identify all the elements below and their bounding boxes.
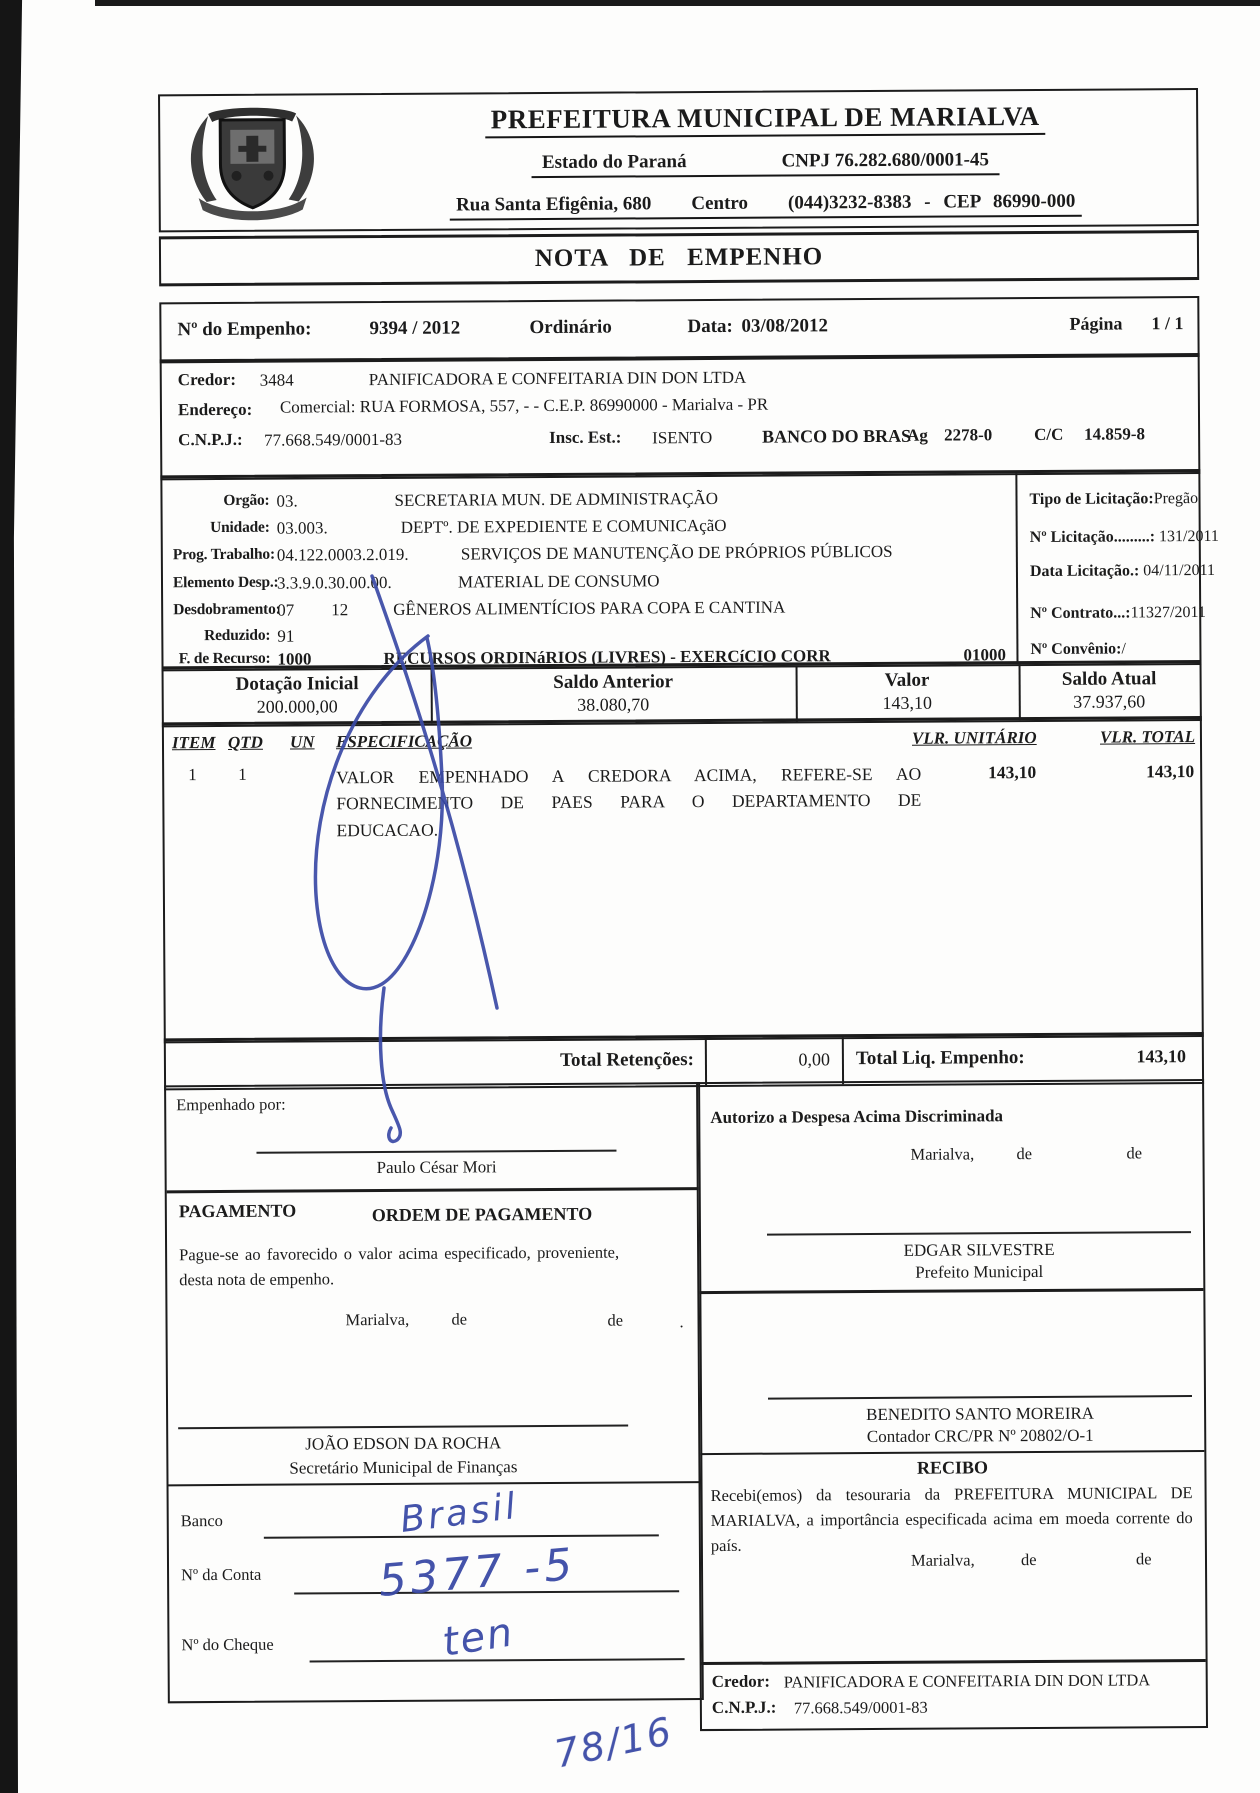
autorizo-city: Marialva, [910, 1144, 975, 1164]
data-licitacao-value: 04/11/2011 [1143, 561, 1216, 580]
especificacao-col-header: ESPECIFICAÇÃO [335, 731, 473, 752]
item-number: 1 [188, 765, 197, 785]
document-title: NOTA DE EMPENHO [534, 243, 824, 273]
empenho-number-label: Nº do Empenho: [177, 318, 312, 341]
desdobramento-desc: GÊNEROS ALIMENTÍCIOS PARA COPA E CANTINA [393, 597, 786, 619]
classification-row-unidade [173, 514, 1013, 543]
pagamento-text: Pague-se ao favorecido o valor acima especificado, proveniente, desta nota de empenho. [179, 1242, 620, 1289]
desdobramento-code2: 12 [331, 600, 349, 620]
item-col-header: ITEM [171, 733, 216, 753]
cheque-label: Nº do Cheque [181, 1634, 274, 1655]
contrato-value: 11327/2011 [1130, 603, 1206, 622]
contrato-line [1030, 604, 1206, 623]
org-title: PREFEITURA MUNICIPAL DE MARIALVA [485, 99, 1046, 138]
credor-cnpj-label: C.N.P.J.: [178, 429, 243, 450]
recibo-de2: de [1135, 1549, 1152, 1569]
org-phone-cep: (044)3232-8383 - CEP 86990-000 [787, 190, 1076, 214]
saldo-anterior-label: Saldo Anterior [553, 671, 674, 693]
recurso-code: 1000 [277, 649, 312, 669]
valor-value: 143,10 [882, 692, 933, 713]
credor-footer-cnpj-value: 77.668.549/0001-83 [793, 1697, 928, 1718]
empenho-date-label: Data: [687, 315, 733, 338]
pagamento-column [164, 1082, 704, 1703]
contrato-label: Nº Contrato...: [1030, 604, 1131, 623]
num-licitacao-line [1030, 528, 1219, 547]
header-text-group [350, 98, 1181, 221]
credor-footer-name: PANIFICADORA E CONFEITARIA DIN DON LTDA [783, 1670, 1151, 1692]
dotacao-inicial-label: Dotação Inicial [235, 673, 359, 695]
saldo-anterior-cell [431, 665, 796, 723]
item-qtd: 1 [238, 764, 247, 784]
reduzido-label: Reduzido: [204, 626, 271, 645]
form-header [158, 88, 1199, 232]
coat-of-arms-logo [172, 101, 333, 222]
endereco-label: Endereço: [177, 399, 253, 420]
data-licitacao-label: Data Licitação.: [1029, 562, 1140, 581]
recibo-text: Recebi(emos) da tesouraria da PREFEITURA MUNICIPAL DE MARIALVA, a importância especificada acima em moeda corrente do país. [710, 1483, 1193, 1555]
total-retencoes-value: 0,00 [798, 1049, 830, 1070]
tipo-licitacao-value: Pregão [1153, 490, 1199, 508]
org-address-line [450, 191, 1081, 221]
orgao-code: 03. [276, 491, 298, 511]
recurso-extra-code: 01000 [963, 645, 1007, 665]
data-licitacao-line [1030, 562, 1215, 581]
pagamento-city: Marialva, [345, 1309, 410, 1330]
reduzido-code: 91 [277, 626, 295, 646]
finannormas-signature-line [178, 1425, 628, 1430]
credor-label: Credor: [177, 369, 237, 390]
elemento-desc: MATERIAL DE CONSUMO [457, 571, 660, 592]
total-liq-label: Total Liq. Empenho: [855, 1047, 1025, 1070]
document-title-bar [159, 230, 1199, 286]
valor-label: Valor [884, 669, 930, 691]
desdobramento-code: 07 [277, 600, 295, 620]
unidade-label: Unidade: [210, 518, 270, 537]
scan-edge-left [0, 0, 24, 1793]
dotacao-inicial-value: 200.000,00 [256, 696, 338, 717]
classification-row-desdobramento [173, 596, 1013, 625]
handwritten-banco: Brasil [398, 1485, 521, 1541]
total-retencoes-label: Total Retenções: [560, 1049, 694, 1071]
handwritten-cheque: ten [439, 1609, 518, 1666]
dotacao-inicial-cell [164, 668, 431, 726]
recibo-divider [700, 1450, 1204, 1455]
contador-signature-line [768, 1395, 1192, 1400]
prog-trabalho-desc: SERVIÇOS DE MANUTENÇÃO DE PRÓPRIOS PÚBLICOS [460, 541, 893, 564]
orgao-label: Orgão: [223, 491, 270, 509]
banco-label: Banco [180, 1510, 223, 1531]
credor-code: 3484 [259, 370, 294, 390]
credor-footer-cnpj-label: C.N.P.J.: [711, 1697, 777, 1717]
recibo-city: Marialva, [910, 1550, 975, 1570]
elemento-code: 3.3.9.0.30.00.00. [276, 572, 392, 593]
convenio-value: / [1121, 640, 1126, 658]
prog-trabalho-label: Prog. Trabalho: [172, 545, 275, 564]
banco-line [264, 1534, 659, 1538]
totals-divider-2 [842, 1037, 844, 1084]
org-subtitle-line [532, 149, 999, 178]
saldo-anterior-value: 38.080,70 [577, 694, 650, 715]
vlr-unitario-col-header: VLR. UNITÁRIO [911, 727, 1037, 748]
item-vlr-total: 143,10 [1145, 761, 1195, 782]
empenhado-signer-name: Paulo César Mori [376, 1157, 497, 1178]
recurso-label: F. de Recurso: [178, 649, 271, 668]
agencia-label: Ag [907, 425, 928, 445]
agencia-value: 2278-0 [944, 425, 993, 445]
pagamento-ponto: . [679, 1312, 684, 1332]
empenhado-signature-line [256, 1150, 616, 1154]
banco-name: BANCO DO BRAS [762, 425, 912, 447]
items-table [162, 716, 1204, 1043]
scan-edge-top [95, 0, 1260, 6]
tipo-licitacao-line [1029, 490, 1198, 509]
recibo-title: RECIBO [916, 1457, 988, 1478]
desdobramento-label: Desdobramento: [173, 600, 281, 619]
prefeito-name: EDGAR SILVESTRE [903, 1239, 1055, 1260]
org-state: Estado do Paraná [541, 151, 687, 174]
item-description: VALOR EMPENHADO A CREDORA ACIMA, REFERE-SE AO FORNECIMENTO DE PAES PARA O DEPARTAMENTO DE EDUCACAO. [336, 763, 922, 840]
autorizo-de2: de [1126, 1143, 1143, 1163]
pagamento-de1: de [451, 1309, 468, 1329]
nota-de-empenho-form [158, 88, 1219, 1736]
credor-footer-divider [702, 1659, 1206, 1665]
convenio-label: Nº Convênio: [1030, 640, 1122, 659]
handwritten-rubrica-data: 78/16 [550, 1708, 677, 1777]
orgao-desc: SECRETARIA MUN. DE ADMINISTRAÇÃO [394, 488, 719, 510]
contador-role: Contador CRC/PR Nº 20802/O-1 [866, 1425, 1094, 1447]
secretario-role: Secretário Municipal de Finanças [289, 1457, 518, 1478]
tipo-licitacao-label: Tipo de Licitação: [1029, 490, 1154, 509]
saldo-atual-value: 37.937,60 [1073, 691, 1146, 712]
conta-corrente-label: C/C [1034, 424, 1064, 445]
secretario-name: JOÃO EDSON DA ROCHA [305, 1433, 502, 1454]
credor-name: PANIFICADORA E CONFEITARIA DIN DON LTDA [368, 367, 747, 390]
total-liq-value: 143,10 [1136, 1046, 1186, 1067]
elemento-label: Elemento Desp.: [172, 573, 279, 592]
autorizo-title: Autorizo a Despesa Acima Discriminada [710, 1106, 1004, 1127]
conta-corrente-value: 14.859-8 [1084, 424, 1146, 444]
item-vlr-unitario: 143,10 [987, 762, 1037, 783]
classification-row-orgao [172, 487, 1012, 516]
empenho-type: Ordinário [529, 316, 612, 339]
credor-cnpj-value: 77.668.549/0001-83 [264, 429, 403, 450]
classification-row-elemento [173, 569, 1013, 598]
convenio-line [1030, 640, 1126, 659]
page-label: Página [1069, 313, 1123, 334]
insc-est-label: Insc. Est.: [549, 427, 622, 447]
num-licitacao-value: 131/2011 [1158, 527, 1219, 546]
vlr-total-col-header: VLR. TOTAL [1099, 727, 1196, 747]
handwritten-conta: 5377 -5 [376, 1538, 579, 1607]
num-licitacao-label: Nº Licitação.........: [1029, 528, 1156, 547]
saldo-atual-cell [1019, 663, 1200, 720]
org-cnpj: CNPJ 76.282.680/0001-45 [781, 149, 990, 172]
classification-row-prog-trabalho [173, 541, 1013, 570]
unidade-code: 03.003. [276, 518, 328, 538]
page-value: 1 / 1 [1151, 313, 1184, 334]
classification-box [160, 469, 1219, 671]
prefeito-signature-line [767, 1231, 1191, 1236]
org-street: Rua Santa Efigênia, 680 [455, 193, 652, 216]
qtd-col-header: QTD [227, 732, 263, 752]
cheque-line [310, 1658, 685, 1662]
conta-label: Nº da Conta [181, 1564, 262, 1585]
empenho-number-value: 9394 / 2012 [369, 317, 461, 340]
org-district: Centro [691, 192, 749, 215]
credor-footer-label: Credor: [711, 1671, 771, 1691]
pagamento-de2: de [607, 1310, 624, 1330]
empenhado-por-label: Empenhado por: [176, 1094, 286, 1115]
prog-trabalho-code: 04.122.0003.2.019. [276, 544, 409, 565]
contador-name: BENEDITO SANTO MOREIRA [866, 1403, 1095, 1425]
licitacao-column [1015, 472, 1219, 664]
empenho-date-value: 03/08/2012 [741, 315, 829, 337]
credor-box [160, 353, 1201, 480]
insc-est-value: ISENTO [652, 427, 713, 448]
conta-line [294, 1590, 679, 1594]
recibo-de1: de [1020, 1550, 1037, 1570]
banco-section-divider [169, 1481, 701, 1486]
saldo-atual-label: Saldo Atual [1061, 668, 1157, 690]
endereco-value: Comercial: RUA FORMOSA, 557, - - C.E.P. 86990000 - Marialva - PR [279, 394, 769, 417]
prefeito-role: Prefeito Municipal [915, 1261, 1044, 1282]
autorizacao-column [696, 1079, 1208, 1731]
unidade-desc: DEPTº. DE EXPEDIENTE E COMUNICAçãO [400, 515, 727, 537]
pagamento-title: PAGAMENTO [178, 1200, 297, 1222]
recurso-desc: RECURSOS ORDINáRIOS (LIVRES) - EXERCíCIO CORR [383, 646, 831, 668]
autorizo-de1: de [1016, 1144, 1033, 1164]
prefeito-section-divider [699, 1288, 1203, 1294]
pagamento-divider [167, 1187, 699, 1193]
un-col-header: UN [289, 732, 315, 752]
ordem-pagamento-title: ORDEM DE PAGAMENTO [371, 1203, 593, 1226]
valor-cell [796, 664, 1019, 721]
